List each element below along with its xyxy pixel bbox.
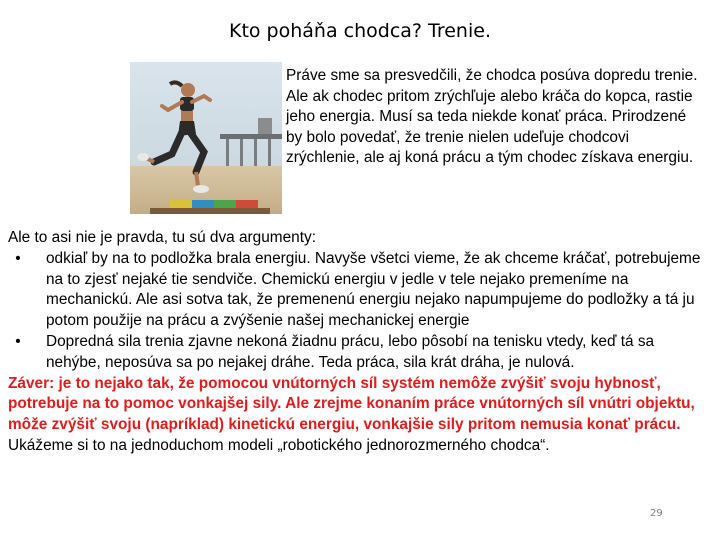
slide-title: Kto poháňa chodca? Trenie. <box>228 20 491 42</box>
runner-photo <box>130 62 282 214</box>
body-text <box>8 228 713 457</box>
runner-illustration <box>130 62 282 214</box>
lead-sentence: Ale to asi nie je pravda, tu sú dva argumenty: <box>8 229 316 246</box>
conclusion-paragraph <box>8 374 713 457</box>
bullet-marker: • <box>15 332 21 350</box>
bullet-text: Dopredná sila trenia zjavne nekoná žiadnu prácu, lebo pôsobí na tenisku vtedy, keď tá sa nehýbe, neposúva sa po nejakej dráhe. Teda práca, sila krát dráha, je nulová. <box>46 332 655 371</box>
page-number: 29 <box>650 508 663 519</box>
conclusion-highlight: Záver: je to nejako tak, že pomocou vnútorných síl systém nemôže zvýšiť svoju hybnosť, potrebuje na to pomoc vonkajšej sily. Ale zrejme konaním práce vnútorných síl vnútri objektu, môže zvýšiť svoju (napríklad) kinetickú energiu, vonkajšie sily pritom nemusia konať prácu. <box>8 374 695 434</box>
bullet-item <box>8 332 713 374</box>
bullet-text: odkiaľ by na to podložka brala energiu. Navyše všetci vieme, že ak chceme kráčať, potrebujeme na to zjesť nejaké tie sendviče. Chemickú energiu v jedle v tele nejako premeníme na mechanickú. Ale asi sotva tak, že premenenú energiu nejako napumpujeme do podložky a tá ju potom použije na prácu a zvýšenie našej mechanickej energie <box>46 249 701 330</box>
bullet-item <box>8 249 713 332</box>
conclusion-tail: Ukážeme si to na jednoduchom modeli „robotického jednorozmerného chodca“. <box>8 436 550 454</box>
intro-paragraph: Práve sme sa presvedčili, že chodca posúva dopredu trenie. Ale ak chodec pritom zrýchľuje alebo kráča do kopca, rastie jeho energia. Musí sa teda niekde konať práca. Prirodzené by bolo povedať, že trenie nielen udeľuje chodcovi zrýchlenie, ale aj koná prácu a tým chodec získava energiu. <box>286 67 698 167</box>
bullet-marker: • <box>15 249 21 267</box>
